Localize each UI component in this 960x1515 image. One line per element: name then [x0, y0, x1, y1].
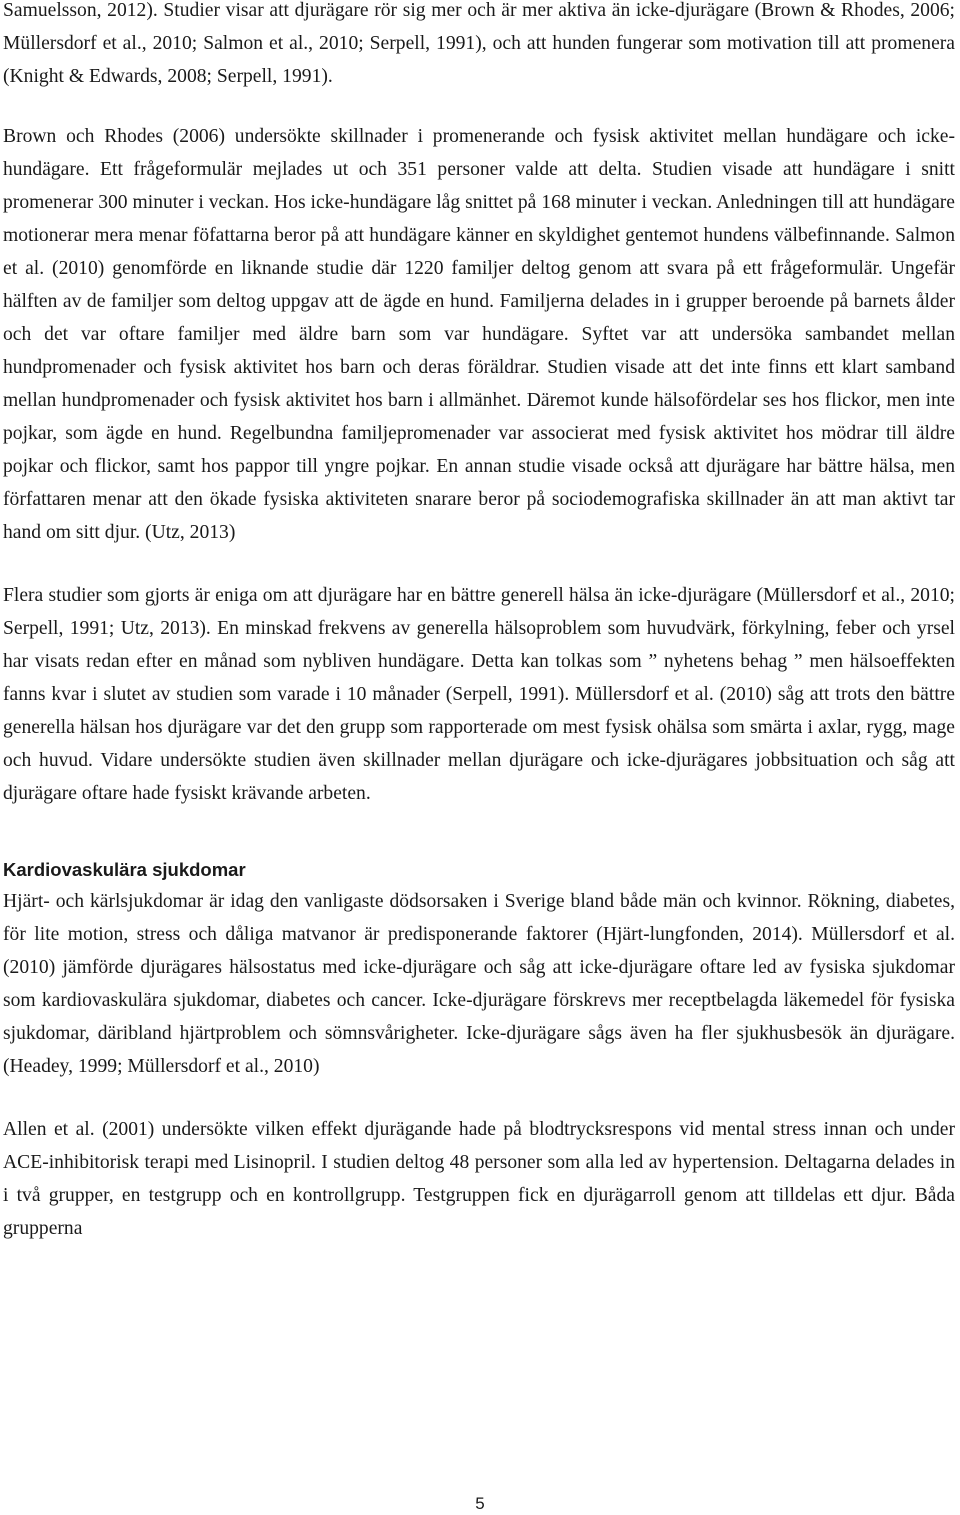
paragraph-cardiovascular: Hjärt- och kärlsjukdomar är idag den vanligaste dödsorsaken i Sverige bland både män och kvinnor. Rökning, diabetes, för lite motion, stress och dåliga matvanor är predisponerande faktorer (Hjärt-lungfonden, 2014). Müllersdorf et al. (2010) jämförde djurägares hälsostatus med icke-djurägare och såg att icke-djurägare oftare led av fysiska sjukdomar som kardiovaskulära sjukdomar, diabetes och cancer. Icke-djurägare förskrevs mer receptbelagda läkemedel för fysiska sjukdomar, däribland hjärtproblem och sömnsvårigheter. Icke-djurägare sågs även ha fler sjukhusbesök än djurägare. (Headey, 1999; Müllersdorf et al., 2010)	[3, 891, 955, 1077]
page-number: 5	[475, 1494, 485, 1513]
paragraph-general-health: Flera studier som gjorts är eniga om att djurägare har en bättre generell hälsa än icke-djurägare (Müllersdorf et al., 2010; Serpell, 1991; Utz, 2013). En minskad frekvens av generella hälsoproblem som huvudvärk, förkylning, feber och yrsel har visats redan efter en månad som nybliven hundägare. Detta kan tolkas som ” nyhetens behag ” men hälsoeffekten fanns kvar i slutet av studien som varade i 10 månader (Serpell, 1991). Müllersdorf et al. (2010) såg att trots den bättre generella hälsan hos djurägare var det den grupp som rapporterade om mest fysisk ohälsa som smärta i axlar, rygg, mage och huvud. Vidare undersökte studien även skillnader mellan djurägare och icke-djurägares jobbsituation och såg att djurägare oftare hade fysiskt krävande arbeten.	[3, 585, 955, 804]
paragraph-physical-activity-intro: Samuelsson, 2012). Studier visar att djurägare rör sig mer och är mer aktiva än icke-djurägare (Brown & Rhodes, 2006; Müllersdorf et al., 2010; Salmon et al., 2010; Serpell, 1991), och att hunden fungerar som motivation till att promenera (Knight & Edwards, 2008; Serpell, 1991).	[3, 0, 955, 87]
paragraph-blood-pressure-study: Allen et al. (2001) undersökte vilken effekt djurägande hade på blodtrycksrespons vid mental stress innan och under ACE-inhibitorisk terapi med Lisinopril. I studien deltog 48 personer som alla led av hypertension. Deltagarna delades in i två grupper, en testgrupp och en kontrollgrupp. Testgruppen fick en djurägarroll genom att tilldelas ett djur. Båda grupperna	[3, 1119, 955, 1239]
paragraph-dog-walking-studies: Brown och Rhodes (2006) undersökte skillnader i promenerande och fysisk aktivitet mellan hundägare och icke-hundägare. Ett frågeformulär mejlades ut och 351 personer valde att delta. Studien visade att hundägare i snitt promenerar 300 minuter i veckan. Hos icke-hundägare låg snittet på 168 minuter i veckan. Anledningen till att hundägare motionerar mera menar föfattarna beror på att hundägare känner en skyldighet gentemot hundens välbefinnande. Salmon et al. (2010) genomförde en liknande studie där 1220 familjer deltog genom att svara på ett frågeformulär. Ungefär hälften av de familjer som deltog uppgav att de ägde en hund. Familjerna delades in i grupper beroende på barnets ålder och det var oftare familjer med äldre barn som var hundägare. Syftet var att undersöka sambandet mellan hundpromenader och fysisk aktivitet hos barn och deras föräldrar. Studien visade att det inte finns ett klart samband mellan hundpromenader och fysisk aktivitet hos barn i allmänhet. Däremot kunde hälsofördelar ses hos flickor, men inte pojkar, som ägde en hund. Regelbundna familjepromenader var associerat med fysisk aktivitet hos mödrar till äldre pojkar och flickor, samt hos pappor till yngre pojkar. En annan studie visade också att djurägare har bättre hälsa, men författaren menar att den ökade fysiska aktiviteten snarare beror på sociodemografiska skillnader än att man aktivt tar hand om sitt djur. (Utz, 2013)	[3, 126, 955, 543]
document-page	[3, 0, 955, 1245]
section-heading: Kardiovaskulära sjukdomar	[3, 859, 246, 880]
